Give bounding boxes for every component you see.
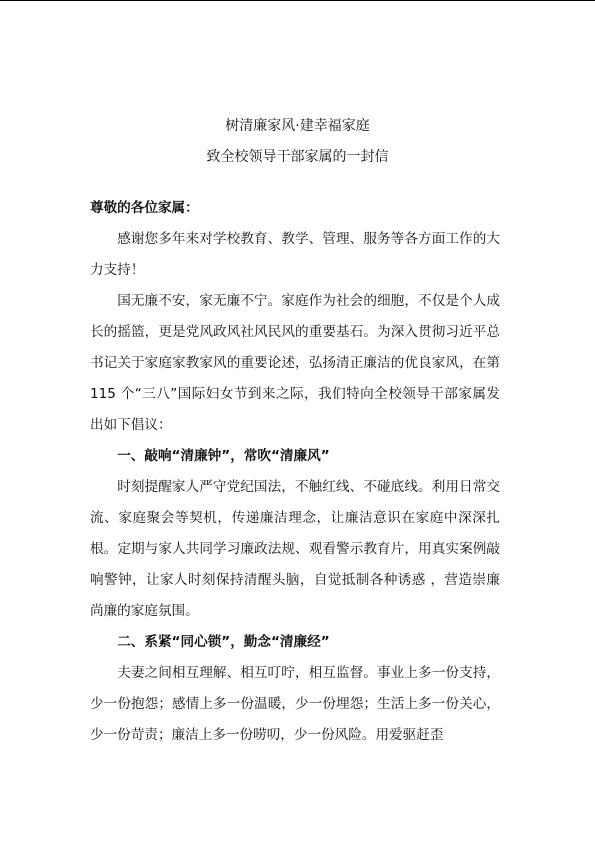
section-text-2: 夫妻之间相互理解、相互叮咛，相互监督。事业上多一份支持，少一份抱怨；感情上多一份温暖，少一份埋怨；生活上多一份关心，少一份苛责；廉洁上多一份唠叨，少一份风险。用爱驱赶歪 <box>90 665 500 743</box>
section-text-1: 时刻提醒家人严守党纪国法，不触红线、不碰底线。利用日常交流、家庭聚会等契机，传递廉洁理念，让廉洁意识在家庭中深深扎根。定期与家人共同学习廉政法规、观看警示教育片，用真实案例敲响警钟，让家人时刻保持清醒头脑，自觉抵制各种诱惑 ，营造崇廉尚廉的家庭氛围。 <box>90 479 500 619</box>
paragraph-intro: 国无廉不安，家无廉不宁。家庭作为社会的细胞，不仅是个人成长的摇篮，更是党风政风社风民风的重要基石。为深入贯彻习近平总书记关于家庭家教家风的重要论述，弘扬清正廉洁的优良家风，在第 115 个“三八”国际妇女节到来之际，我们特向全校领导干部家属发出如下倡议： <box>90 293 500 433</box>
section-heading-2: 二、系紧“同心锁”，勤念“清廉经” <box>117 634 330 650</box>
document-subtitle: 致全校领导干部家属的一封信 <box>206 149 389 165</box>
letter-body <box>90 193 500 751</box>
document-title: 树清廉家风·建幸福家庭 <box>225 118 370 134</box>
paragraph-thanks: 感谢您多年来对学校教育、教学、管理、服务等各方面工作的大力支持！ <box>90 231 500 278</box>
section-heading-1: 一、敲响“清廉钟”，常吹“清廉风” <box>117 448 330 464</box>
salutation: 尊敬的各位家属： <box>90 200 199 216</box>
